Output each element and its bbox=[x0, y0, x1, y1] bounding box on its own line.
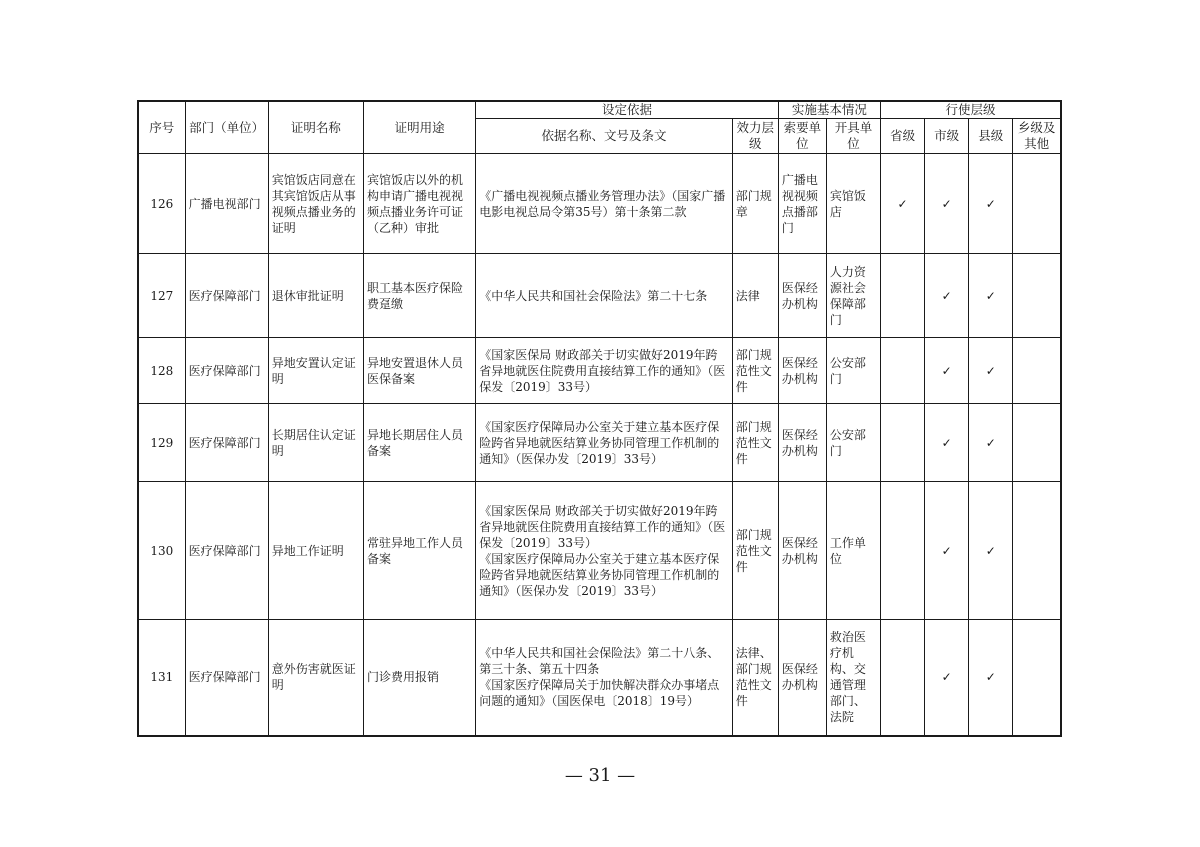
header-impl-group: 实施基本情况 bbox=[778, 101, 880, 119]
check-mark-icon: ✓ bbox=[985, 543, 996, 558]
row-impl-issuer: 公安部门 bbox=[826, 338, 880, 404]
row-dept: 医疗保障部门 bbox=[185, 338, 268, 404]
row-cert-name: 长期居住认定证明 bbox=[268, 404, 363, 482]
table-header bbox=[138, 101, 1061, 154]
header-basis-doc: 依据名称、文号及条文 bbox=[476, 119, 733, 154]
header-tier-group: 行使层级 bbox=[881, 101, 1061, 119]
table-row bbox=[138, 404, 1061, 482]
row-basis-doc bbox=[476, 338, 733, 404]
row-tier-city bbox=[925, 404, 969, 482]
row-cert-use: 职工基本医疗保险费趸缴 bbox=[363, 254, 475, 338]
table-row bbox=[138, 338, 1061, 404]
row-impl-unit: 医保经办机构 bbox=[778, 338, 826, 404]
row-cert-name: 异地工作证明 bbox=[268, 482, 363, 620]
check-mark-icon: ✓ bbox=[941, 363, 952, 378]
row-cert-use: 异地长期居住人员备案 bbox=[363, 404, 475, 482]
row-cert-name: 异地安置认定证明 bbox=[268, 338, 363, 404]
basis-document: 《广播电视视频点播业务管理办法》（国家广播电影电视总局令第35号）第十条第二款 bbox=[479, 188, 726, 219]
header-impl-issuer: 开具单位 bbox=[826, 119, 880, 154]
header-tier-county: 县级 bbox=[969, 119, 1013, 154]
row-seq: 130 bbox=[138, 482, 185, 620]
check-mark-icon: ✓ bbox=[897, 196, 908, 211]
row-impl-issuer: 公安部门 bbox=[826, 404, 880, 482]
row-cert-use: 宾馆饭店以外的机构申请广播电视视频点播业务许可证（乙种）审批 bbox=[363, 154, 475, 254]
row-tier-county bbox=[969, 154, 1013, 254]
row-impl-unit: 广播电视视频点播部门 bbox=[778, 154, 826, 254]
row-seq: 128 bbox=[138, 338, 185, 404]
row-basis-level: 部门规范性文件 bbox=[732, 404, 778, 482]
header-tier-town: 乡级及其他 bbox=[1013, 119, 1061, 154]
row-dept: 广播电视部门 bbox=[185, 154, 268, 254]
row-tier-county bbox=[969, 620, 1013, 736]
header-cert-use: 证明用途 bbox=[363, 101, 475, 154]
row-basis-doc bbox=[476, 620, 733, 736]
header-basis-level: 效力层级 bbox=[732, 119, 778, 154]
row-basis-doc bbox=[476, 154, 733, 254]
basis-document: 《国家医疗保障局办公室关于建立基本医疗保险跨省异地就医结算业务协同管理工作机制的通知》（医保办发〔2019〕33号） bbox=[479, 551, 720, 598]
check-mark-icon: ✓ bbox=[985, 670, 996, 685]
row-impl-issuer: 工作单位 bbox=[826, 482, 880, 620]
row-tier-county bbox=[969, 404, 1013, 482]
row-basis-level: 部门规范性文件 bbox=[732, 338, 778, 404]
header-tier-city: 市级 bbox=[925, 119, 969, 154]
row-basis-doc bbox=[476, 254, 733, 338]
certificate-list-table bbox=[137, 100, 1062, 737]
header-seq: 序号 bbox=[138, 101, 185, 154]
check-mark-icon: ✓ bbox=[941, 543, 952, 558]
row-impl-unit: 医保经办机构 bbox=[778, 404, 826, 482]
row-basis-doc bbox=[476, 404, 733, 482]
table-row bbox=[138, 482, 1061, 620]
header-impl-unit: 索要单位 bbox=[778, 119, 826, 154]
row-seq: 131 bbox=[138, 620, 185, 736]
row-seq: 129 bbox=[138, 404, 185, 482]
basis-document: 《中华人民共和国社会保险法》第二十八条、第三十条、第五十四条 bbox=[479, 646, 720, 677]
header-cert-name: 证明名称 bbox=[268, 101, 363, 154]
row-tier-town bbox=[1013, 254, 1061, 338]
table-row bbox=[138, 254, 1061, 338]
header-tier-prov: 省级 bbox=[881, 119, 925, 154]
row-tier-city bbox=[925, 620, 969, 736]
row-cert-name: 退休审批证明 bbox=[268, 254, 363, 338]
basis-document: 《国家医保局 财政部关于切实做好2019年跨省异地就医住院费用直接结算工作的通知》（医保发〔2019〕33号） bbox=[479, 347, 726, 394]
row-dept: 医疗保障部门 bbox=[185, 482, 268, 620]
row-tier-county bbox=[969, 482, 1013, 620]
basis-document: 《国家医疗保障局关于加快解决群众办事堵点问题的通知》（国医保电〔2018〕19号） bbox=[479, 678, 720, 709]
header-dept: 部门（单位） bbox=[185, 101, 268, 154]
row-dept: 医疗保障部门 bbox=[185, 620, 268, 736]
row-tier-city bbox=[925, 338, 969, 404]
row-tier-city bbox=[925, 482, 969, 620]
check-mark-icon: ✓ bbox=[941, 670, 952, 685]
page-number: — 31 — bbox=[564, 765, 636, 786]
row-tier-prov bbox=[881, 404, 925, 482]
row-tier-county bbox=[969, 338, 1013, 404]
row-tier-prov bbox=[881, 338, 925, 404]
row-dept: 医疗保障部门 bbox=[185, 404, 268, 482]
basis-document: 《国家医疗保障局办公室关于建立基本医疗保险跨省异地就医结算业务协同管理工作机制的通知》（医保办发〔2019〕33号） bbox=[479, 419, 720, 466]
row-basis-level: 法律 bbox=[732, 254, 778, 338]
table-row bbox=[138, 154, 1061, 254]
row-impl-issuer: 救治医疗机构、交通管理部门、法院 bbox=[826, 620, 880, 736]
row-tier-town bbox=[1013, 154, 1061, 254]
row-seq: 127 bbox=[138, 254, 185, 338]
row-tier-prov bbox=[881, 254, 925, 338]
basis-document: 《国家医保局 财政部关于切实做好2019年跨省异地就医住院费用直接结算工作的通知》（医保发〔2019〕33号） bbox=[479, 503, 726, 550]
row-cert-use: 异地安置退休人员医保备案 bbox=[363, 338, 475, 404]
row-tier-town bbox=[1013, 338, 1061, 404]
check-mark-icon: ✓ bbox=[941, 435, 952, 450]
check-mark-icon: ✓ bbox=[941, 288, 952, 303]
row-dept: 医疗保障部门 bbox=[185, 254, 268, 338]
row-tier-prov bbox=[881, 154, 925, 254]
check-mark-icon: ✓ bbox=[985, 288, 996, 303]
row-impl-unit: 医保经办机构 bbox=[778, 620, 826, 736]
row-tier-town bbox=[1013, 404, 1061, 482]
row-cert-name: 意外伤害就医证明 bbox=[268, 620, 363, 736]
row-impl-unit: 医保经办机构 bbox=[778, 254, 826, 338]
table-row bbox=[138, 620, 1061, 736]
row-tier-city bbox=[925, 154, 969, 254]
row-tier-county bbox=[969, 254, 1013, 338]
check-mark-icon: ✓ bbox=[985, 435, 996, 450]
header-basis-group: 设定依据 bbox=[476, 101, 779, 119]
row-seq: 126 bbox=[138, 154, 185, 254]
row-tier-city bbox=[925, 254, 969, 338]
check-mark-icon: ✓ bbox=[941, 196, 952, 211]
row-tier-town bbox=[1013, 620, 1061, 736]
row-tier-town bbox=[1013, 482, 1061, 620]
row-cert-use: 常驻异地工作人员备案 bbox=[363, 482, 475, 620]
row-impl-issuer: 宾馆饭店 bbox=[826, 154, 880, 254]
row-cert-use: 门诊费用报销 bbox=[363, 620, 475, 736]
check-mark-icon: ✓ bbox=[985, 196, 996, 211]
row-impl-unit: 医保经办机构 bbox=[778, 482, 826, 620]
row-impl-issuer: 人力资源社会保障部门 bbox=[826, 254, 880, 338]
row-tier-prov bbox=[881, 620, 925, 736]
row-basis-level: 法律、部门规范性文件 bbox=[732, 620, 778, 736]
row-basis-doc bbox=[476, 482, 733, 620]
check-mark-icon: ✓ bbox=[985, 363, 996, 378]
table-body bbox=[138, 154, 1061, 736]
basis-document: 《中华人民共和国社会保险法》第二十七条 bbox=[479, 288, 708, 303]
row-basis-level: 部门规范性文件 bbox=[732, 482, 778, 620]
row-cert-name: 宾馆饭店同意在其宾馆饭店从事视频点播业务的证明 bbox=[268, 154, 363, 254]
row-tier-prov bbox=[881, 482, 925, 620]
row-basis-level: 部门规章 bbox=[732, 154, 778, 254]
